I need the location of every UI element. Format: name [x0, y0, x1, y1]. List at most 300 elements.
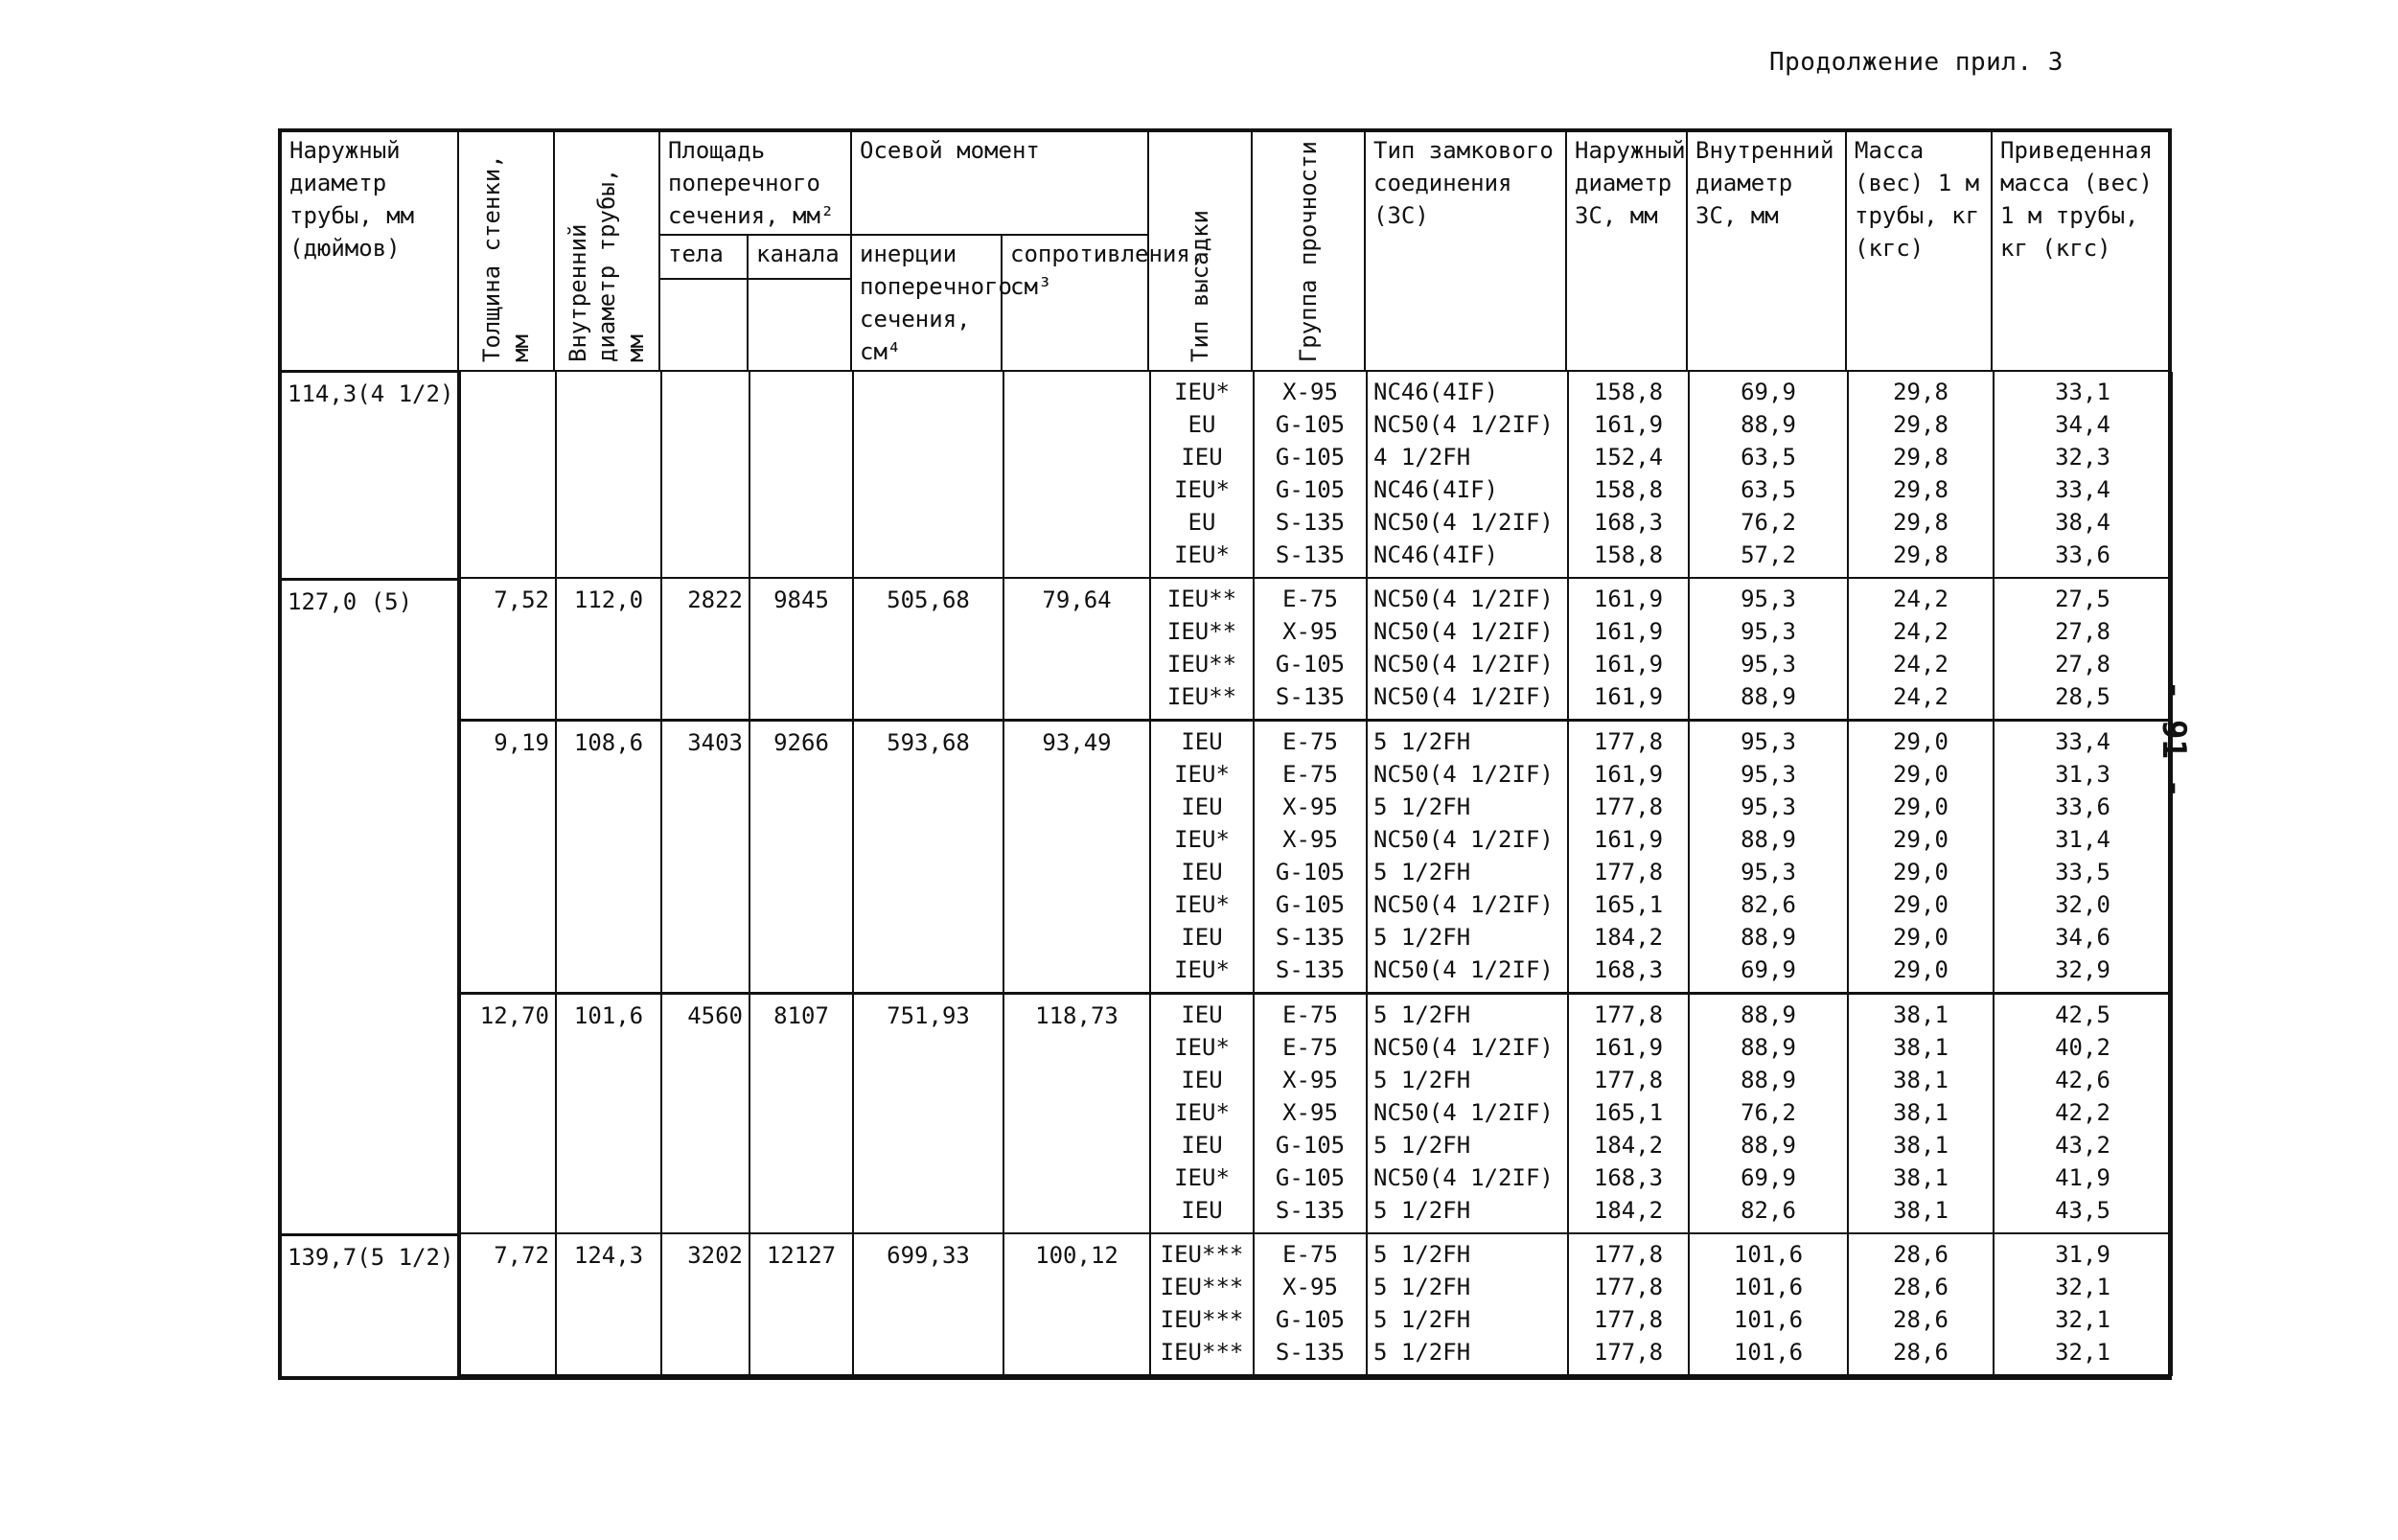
table-row: IEU* [1174, 476, 1230, 503]
grade-cell [1254, 994, 1367, 1234]
table-row: 5 1/2FH [1373, 1067, 1471, 1093]
table-row: 95,3 [1741, 793, 1796, 820]
table-row: 28,5 [2055, 683, 2110, 710]
table-row: 101,6 [1733, 1274, 1804, 1300]
table-row: NC50(4 1/2IF) [1373, 1099, 1554, 1126]
table-row: 29,0 [1893, 924, 1948, 951]
table-row: 177,8 [1593, 1067, 1664, 1093]
table-row: 38,1 [1893, 1099, 1948, 1126]
table-row: NC46(4IF) [1373, 379, 1499, 405]
table-row: NC50(4 1/2IF) [1373, 411, 1554, 438]
table-group [280, 1234, 2170, 1378]
group-subtable [459, 372, 2173, 579]
table-row: IEU [1181, 859, 1223, 885]
table-row: 82,6 [1741, 891, 1796, 918]
table-row: 28,6 [1893, 1306, 1948, 1333]
table-row: 88,9 [1741, 1034, 1796, 1061]
table-row: 33,4 [2055, 476, 2110, 503]
table-row: G-105 [1275, 1132, 1346, 1159]
area-body-cell: 3202 [661, 1234, 749, 1375]
table-row: 95,3 [1741, 728, 1796, 755]
table-row: EU [1187, 509, 1216, 536]
table-row: 24,2 [1893, 683, 1948, 710]
table-row: S-135 [1275, 956, 1346, 983]
tj-inner-cell [1689, 721, 1848, 994]
table-row: 28,6 [1893, 1339, 1948, 1366]
table-row: 38,1 [1893, 1067, 1948, 1093]
table-row: 101,6 [1733, 1339, 1804, 1366]
table-body [280, 371, 2170, 1378]
area-channel-cell [749, 372, 853, 578]
table-row: IEU** [1166, 618, 1237, 645]
table-row: 24,2 [1893, 586, 1948, 612]
table-row: 5 1/2FH [1373, 1241, 1471, 1268]
upset-cell [1150, 579, 1254, 721]
table-row: 177,8 [1593, 1339, 1664, 1366]
table-row: 161,9 [1593, 586, 1664, 612]
table-row: 38,1 [1893, 1034, 1948, 1061]
table-row: 31,4 [2055, 826, 2110, 853]
table-row: 177,8 [1593, 1274, 1664, 1300]
table-row: 27,8 [2055, 618, 2110, 645]
table-row: NC50(4 1/2IF) [1373, 586, 1554, 612]
table-row: NC50(4 1/2IF) [1373, 618, 1554, 645]
table-row: 95,3 [1741, 761, 1796, 788]
reduced-mass-cell [1994, 994, 2172, 1234]
area-body-cell: 3403 [661, 721, 749, 994]
table-row: 5 1/2FH [1373, 859, 1471, 885]
upset-cell [1150, 1234, 1254, 1375]
mass-cell [1848, 372, 1994, 578]
table-row: 5 1/2FH [1373, 1306, 1471, 1333]
table-row: 184,2 [1593, 1132, 1664, 1159]
table-row: 29,0 [1893, 761, 1948, 788]
pipe-table [278, 128, 2172, 1380]
table-row: 76,2 [1741, 1099, 1796, 1126]
table-row: 158,8 [1593, 476, 1664, 503]
table-row: NC50(4 1/2IF) [1373, 1164, 1554, 1191]
table-row: IEU*** [1160, 1241, 1244, 1268]
wall-cell: 12,70 [460, 994, 556, 1234]
table-row: IEU* [1174, 541, 1230, 568]
table-group [280, 371, 2170, 579]
table-row: IEU [1181, 1197, 1223, 1224]
table-row: 95,3 [1741, 586, 1796, 612]
table-row: 32,1 [2055, 1274, 2110, 1300]
connection-cell [1367, 1234, 1568, 1375]
group-subtable [459, 579, 2173, 1234]
table-row: NC46(4IF) [1373, 541, 1499, 568]
outer-diameter-cell: 127,0 (5) [280, 579, 458, 1234]
table-row: NC50(4 1/2IF) [1373, 651, 1554, 678]
table-row: IEU [1181, 1132, 1223, 1159]
header-inertia: инерции поперечного сечения, см⁴ [851, 235, 1002, 371]
table-row: NC50(4 1/2IF) [1373, 826, 1554, 853]
table-row: 29,0 [1893, 891, 1948, 918]
upset-cell [1150, 994, 1254, 1234]
table-row: NC46(4IF) [1373, 476, 1499, 503]
table-row: 29,0 [1893, 956, 1948, 983]
table-row: 43,2 [2055, 1132, 2110, 1159]
table-row: 27,8 [2055, 651, 2110, 678]
header-outer-diameter: Наружный диаметр трубы, мм (дюймов) [280, 130, 458, 371]
grade-cell [1254, 1234, 1367, 1375]
header-mass: Масса (вес) 1 м трубы, кг (кгс) [1846, 130, 1992, 371]
table-row: 82,6 [1741, 1197, 1796, 1224]
mass-cell [1848, 579, 1994, 721]
outer-diameter-cell: 139,7(5 1/2) [280, 1234, 458, 1378]
inertia-cell: 593,68 [853, 721, 1003, 994]
table-row: 76,2 [1741, 509, 1796, 536]
inertia-cell: 505,68 [853, 579, 1003, 721]
table-row: 33,4 [2055, 728, 2110, 755]
table-row: 43,5 [2055, 1197, 2110, 1224]
table-row: 5 1/2FH [1373, 924, 1471, 951]
area-channel-cell: 9845 [749, 579, 853, 721]
table-row: 29,8 [1893, 379, 1948, 405]
table-row: 27,5 [2055, 586, 2110, 612]
area-channel-cell: 9266 [749, 721, 853, 994]
table-row: EU [1187, 411, 1216, 438]
table-row: NC50(4 1/2IF) [1373, 761, 1554, 788]
table-row: E-75 [1282, 728, 1338, 755]
table-row: S-135 [1275, 683, 1346, 710]
table-row: 95,3 [1741, 859, 1796, 885]
mass-cell [1848, 1234, 1994, 1375]
header-axial-moment: Осевой момент [851, 130, 1148, 235]
table-row: S-135 [1275, 509, 1346, 536]
table-row: 31,3 [2055, 761, 2110, 788]
table-row: IEU* [1174, 826, 1230, 853]
table-row: 29,8 [1893, 541, 1948, 568]
table-row: 29,0 [1893, 793, 1948, 820]
resistance-cell: 79,64 [1003, 579, 1150, 721]
table-row: IEU*** [1160, 1306, 1244, 1333]
inertia-cell: 751,93 [853, 994, 1003, 1234]
table-row: 5 1/2FH [1373, 1274, 1471, 1300]
table-row: 29,8 [1893, 444, 1948, 471]
table-row: 88,9 [1741, 826, 1796, 853]
table-row: 32,9 [2055, 956, 2110, 983]
header-inner-diameter: Внутренний диаметр трубы, мм [554, 130, 659, 371]
header-area-body: тела [659, 235, 748, 279]
table-row: 5 1/2FH [1373, 1197, 1471, 1224]
inertia-cell [853, 372, 1003, 578]
table-row: G-105 [1275, 444, 1346, 471]
subgroup-row [460, 372, 2172, 578]
table-row: 88,9 [1741, 411, 1796, 438]
table-row: 88,9 [1741, 683, 1796, 710]
table-row: 161,9 [1593, 826, 1664, 853]
table-row: NC50(4 1/2IF) [1373, 956, 1554, 983]
header-grade: Группа прочности [1252, 130, 1365, 371]
table-row: 177,8 [1593, 859, 1664, 885]
table-row: IEU*** [1160, 1274, 1244, 1300]
tj-inner-cell [1689, 1234, 1848, 1375]
tj-outer-cell [1568, 721, 1689, 994]
table-row: IEU [1181, 728, 1223, 755]
table-row: X-95 [1282, 379, 1338, 405]
wall-cell: 9,19 [460, 721, 556, 994]
tj-outer-cell [1568, 1234, 1689, 1375]
table-row: 33,5 [2055, 859, 2110, 885]
table-row: 34,4 [2055, 411, 2110, 438]
table-row: 38,1 [1893, 1132, 1948, 1159]
table-row: G-105 [1275, 476, 1346, 503]
table-row: 161,9 [1593, 618, 1664, 645]
reduced-mass-cell [1994, 579, 2172, 721]
table-row: 38,1 [1893, 1001, 1948, 1028]
table-row: 32,0 [2055, 891, 2110, 918]
table-row: G-105 [1275, 859, 1346, 885]
table-row: 101,6 [1733, 1306, 1804, 1333]
header-tj-inner: Внутренний диаметр ЗС, мм [1687, 130, 1846, 371]
subgroup-row [460, 994, 2172, 1234]
grade-cell [1254, 721, 1367, 994]
table-row: 95,3 [1741, 651, 1796, 678]
table-row: 88,9 [1741, 1067, 1796, 1093]
table-row: 34,6 [2055, 924, 2110, 951]
table-row: NC50(4 1/2IF) [1373, 1034, 1554, 1061]
area-body-cell [661, 372, 749, 578]
table-row: 29,8 [1893, 411, 1948, 438]
reduced-mass-cell [1994, 372, 2172, 578]
header-area: Площадь поперечного сечения, мм² [659, 130, 851, 235]
table-row: 28,6 [1893, 1274, 1948, 1300]
table-row: 29,8 [1893, 476, 1948, 503]
table-group [280, 579, 2170, 1234]
table-row: S-135 [1275, 541, 1346, 568]
table-row: 40,2 [2055, 1034, 2110, 1061]
table-row: 5 1/2FH [1373, 1339, 1471, 1366]
table-row: 24,2 [1893, 618, 1948, 645]
table-row: IEU* [1174, 1099, 1230, 1126]
connection-cell [1367, 372, 1568, 578]
table-row: 24,2 [1893, 651, 1948, 678]
table-row: 101,6 [1733, 1241, 1804, 1268]
table-row: IEU* [1174, 1164, 1230, 1191]
table-row: 165,1 [1593, 891, 1664, 918]
area-channel-cell: 12127 [749, 1234, 853, 1375]
table-row: 88,9 [1741, 1001, 1796, 1028]
resistance-cell [1003, 372, 1150, 578]
table-row: S-135 [1275, 1339, 1346, 1366]
table-row: E-75 [1282, 1034, 1338, 1061]
table-row: NC50(4 1/2IF) [1373, 509, 1554, 536]
page-number: - 91 - [2155, 680, 2193, 798]
table-row: 31,9 [2055, 1241, 2110, 1268]
table-row: IEU** [1166, 651, 1237, 678]
table-row: IEU [1181, 1001, 1223, 1028]
grade-cell [1254, 579, 1367, 721]
table-row: 88,9 [1741, 924, 1796, 951]
table-row: 42,6 [2055, 1067, 2110, 1093]
outer-diameter-cell: 114,3(4 1/2) [280, 371, 458, 579]
continuation-label: Продолжение прил. 3 [1769, 48, 2064, 77]
table-row: X-95 [1282, 793, 1338, 820]
table-row: IEU* [1174, 956, 1230, 983]
connection-cell [1367, 994, 1568, 1234]
subgroup-row [460, 721, 2172, 994]
table-row: 33,6 [2055, 541, 2110, 568]
grade-cell [1254, 372, 1367, 578]
table-row: 38,1 [1893, 1164, 1948, 1191]
table-row: 184,2 [1593, 924, 1664, 951]
table-row: X-95 [1282, 1274, 1338, 1300]
table-row: IEU [1181, 924, 1223, 951]
table-row: 161,9 [1593, 651, 1664, 678]
table-row: 152,4 [1593, 444, 1664, 471]
table-row: S-135 [1275, 1197, 1346, 1224]
table-row: IEU** [1166, 683, 1237, 710]
table-row: 63,5 [1741, 444, 1796, 471]
table-row: IEU [1181, 1067, 1223, 1093]
tj-outer-cell [1568, 994, 1689, 1234]
table-row: 5 1/2FH [1373, 728, 1471, 755]
table-row: 161,9 [1593, 761, 1664, 788]
table-row: 29,0 [1893, 826, 1948, 853]
table-row: 95,3 [1741, 618, 1796, 645]
upset-cell [1150, 372, 1254, 578]
tj-inner-cell [1689, 372, 1848, 578]
table-row: 69,9 [1741, 956, 1796, 983]
table-row: IEU** [1166, 586, 1237, 612]
tj-outer-cell [1568, 372, 1689, 578]
header-area-channel: канала [748, 235, 851, 279]
header-upset: Тип высадки [1148, 130, 1252, 371]
table-row: 161,9 [1593, 411, 1664, 438]
header-tj-outer: Наружный диаметр ЗС, мм [1566, 130, 1687, 371]
table-row: G-105 [1275, 1306, 1346, 1333]
table-row: 177,8 [1593, 728, 1664, 755]
subgroup-row [460, 1234, 2172, 1375]
table-row: 177,8 [1593, 1241, 1664, 1268]
table-row: 57,2 [1741, 541, 1796, 568]
resistance-cell: 118,73 [1003, 994, 1150, 1234]
table-row: NC50(4 1/2IF) [1373, 891, 1554, 918]
table-row: 168,3 [1593, 1164, 1664, 1191]
resistance-cell: 93,49 [1003, 721, 1150, 994]
table-row: IEU*** [1160, 1339, 1244, 1366]
table-row: G-105 [1275, 411, 1346, 438]
table-row: E-75 [1282, 761, 1338, 788]
upset-cell [1150, 721, 1254, 994]
table-row: 5 1/2FH [1373, 793, 1471, 820]
table-row: 32,1 [2055, 1306, 2110, 1333]
table-row: E-75 [1282, 1001, 1338, 1028]
table-row: 165,1 [1593, 1099, 1664, 1126]
table-row: 38,4 [2055, 509, 2110, 536]
wall-cell: 7,52 [460, 579, 556, 721]
table-row: 42,5 [2055, 1001, 2110, 1028]
wall-cell [460, 372, 556, 578]
group-subtable [459, 1234, 2173, 1376]
table-row: X-95 [1282, 826, 1338, 853]
table-row: 177,8 [1593, 793, 1664, 820]
table-row: 29,0 [1893, 859, 1948, 885]
table-row: IEU [1181, 793, 1223, 820]
table-row: 28,6 [1893, 1241, 1948, 1268]
table-row: E-75 [1282, 586, 1338, 612]
table-row: 33,1 [2055, 379, 2110, 405]
table-row: 5 1/2FH [1373, 1001, 1471, 1028]
table-row: G-105 [1275, 1164, 1346, 1191]
resistance-cell: 100,12 [1003, 1234, 1150, 1375]
table-row: 177,8 [1593, 1001, 1664, 1028]
table-row: 5 1/2FH [1373, 1132, 1471, 1159]
reduced-mass-cell [1994, 721, 2172, 994]
table-row: 32,3 [2055, 444, 2110, 471]
table-row: 29,0 [1893, 728, 1948, 755]
header-reduced-mass: Приведенная масса (вес) 1 м трубы, кг (кгс) [1992, 130, 2170, 371]
connection-cell [1367, 579, 1568, 721]
table-row: 168,3 [1593, 509, 1664, 536]
area-body-cell: 2822 [661, 579, 749, 721]
area-body-cell: 4560 [661, 994, 749, 1234]
table-row: 29,8 [1893, 509, 1948, 536]
table-row: IEU* [1174, 379, 1230, 405]
table-row: G-105 [1275, 891, 1346, 918]
area-channel-cell: 8107 [749, 994, 853, 1234]
table-row: X-95 [1282, 1067, 1338, 1093]
header-connection: Тип замкового соединения (ЗС) [1365, 130, 1566, 371]
table-row: NC50(4 1/2IF) [1373, 683, 1554, 710]
table-row: 88,9 [1741, 1132, 1796, 1159]
table-row: 38,1 [1893, 1197, 1948, 1224]
inner-cell: 101,6 [556, 994, 661, 1234]
table-row: S-135 [1275, 924, 1346, 951]
inner-cell: 112,0 [556, 579, 661, 721]
table-row: G-105 [1275, 651, 1346, 678]
table-row: 69,9 [1741, 379, 1796, 405]
table-row: 4 1/2FH [1373, 444, 1471, 471]
mass-cell [1848, 721, 1994, 994]
table-row: 177,8 [1593, 1306, 1664, 1333]
table-row: X-95 [1282, 1099, 1338, 1126]
header-wall: Толщина стенки, мм [458, 130, 554, 371]
table-row: 41,9 [2055, 1164, 2110, 1191]
inner-cell: 124,3 [556, 1234, 661, 1375]
table-row: 161,9 [1593, 683, 1664, 710]
table-row: IEU [1181, 444, 1223, 471]
table-row: 168,3 [1593, 956, 1664, 983]
wall-cell: 7,72 [460, 1234, 556, 1375]
connection-cell [1367, 721, 1568, 994]
subgroup-row [460, 579, 2172, 721]
table-row: X-95 [1282, 618, 1338, 645]
table-row: 32,1 [2055, 1339, 2110, 1366]
inner-cell: 108,6 [556, 721, 661, 994]
table-row: 33,6 [2055, 793, 2110, 820]
table-row: 158,8 [1593, 541, 1664, 568]
table-row: IEU* [1174, 1034, 1230, 1061]
tj-outer-cell [1568, 579, 1689, 721]
header-resistance: сопротивления, см³ [1002, 235, 1148, 371]
table-row: 63,5 [1741, 476, 1796, 503]
table-row: 42,2 [2055, 1099, 2110, 1126]
mass-cell [1848, 994, 1994, 1234]
table-row: E-75 [1282, 1241, 1338, 1268]
inertia-cell: 699,33 [853, 1234, 1003, 1375]
table-row: IEU* [1174, 891, 1230, 918]
table-row: IEU* [1174, 761, 1230, 788]
tj-inner-cell [1689, 579, 1848, 721]
table-row: 184,2 [1593, 1197, 1664, 1224]
reduced-mass-cell [1994, 1234, 2172, 1375]
table-row: 69,9 [1741, 1164, 1796, 1191]
tj-inner-cell [1689, 994, 1848, 1234]
table-row: 161,9 [1593, 1034, 1664, 1061]
